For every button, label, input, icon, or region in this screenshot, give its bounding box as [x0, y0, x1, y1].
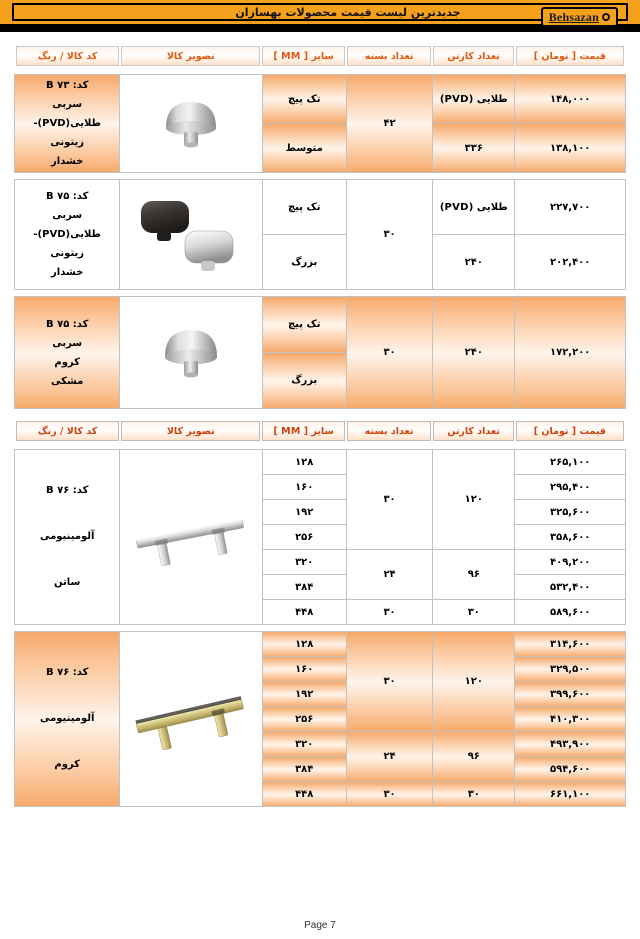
product-color: مشکی: [51, 375, 84, 387]
price-cell: ۲۰۲,۴۰۰: [515, 235, 626, 290]
price-cell: ۲۶۵,۱۰۰: [515, 450, 626, 475]
bar-pull-satin-image: [122, 477, 259, 597]
price-cell: ۱۷۲,۲۰۰: [515, 297, 626, 409]
product-image-cell: [120, 75, 262, 173]
size-cell: ۴۴۸: [262, 600, 346, 625]
product-color: خشدار: [51, 267, 84, 278]
bar-pull-icon: [129, 477, 254, 597]
carton-cell: ۹۶: [433, 550, 515, 600]
carton-cell: ۲۴۰: [433, 297, 515, 409]
size-cell: ۱۲۸: [262, 450, 346, 475]
code-color-cell: [15, 632, 120, 807]
package-cell: ۳۰: [346, 632, 432, 732]
size-cell: ۳۸۴: [262, 575, 346, 600]
product-image-cell: [120, 632, 262, 807]
size-cell: تک پیچ: [262, 297, 346, 353]
size-cell: بزرگ: [262, 353, 346, 409]
code-color-cell: [15, 297, 120, 409]
product-rows-chrome: [15, 632, 626, 807]
product-code: کد: B ۷۶: [46, 667, 89, 678]
product-color: آلومینیومی: [39, 531, 95, 542]
product-color: سربی: [52, 99, 83, 110]
column-header-package: تعداد بسته: [347, 421, 432, 441]
product-code: کد: B ۷۵: [46, 318, 89, 330]
page-header-banner: [0, 0, 640, 32]
column-header-package: تعداد بسته: [347, 46, 432, 66]
price-cell: ۳۵۸,۶۰۰: [515, 525, 626, 550]
carton-cell: ۱۲۰: [433, 632, 515, 732]
page-footer: [0, 920, 640, 931]
size-cell: تک پیچ: [262, 180, 346, 235]
product-color: ساتن: [54, 577, 81, 588]
product-color: خشدار: [51, 156, 84, 167]
product-color: طلایی(PVD)-زیتونی: [33, 118, 101, 148]
size-cell: ۴۴۸: [262, 782, 346, 807]
product-color: سربی: [52, 210, 83, 221]
code-color-cell: [15, 450, 120, 625]
column-header-price: قیمت [ تومان ]: [516, 421, 624, 441]
carton-cell: طلایی (PVD): [433, 180, 515, 235]
round-knob-icon: [145, 315, 237, 391]
carton-cell: ۱۲۰: [433, 450, 515, 550]
package-cell: ۳۰: [346, 297, 432, 409]
page-title: جدیدترین لیست قیمت محصولات بهسازان: [235, 5, 461, 19]
carton-cell: ۳۳۶: [433, 124, 515, 173]
product-image-cell: [120, 450, 262, 625]
package-cell: ۳۰: [346, 180, 432, 290]
size-cell: ۲۵۶: [262, 525, 346, 550]
banner-frame: [12, 3, 628, 24]
product-code: کد: B ۷۵: [46, 191, 89, 202]
product-color: کروم: [54, 759, 80, 770]
size-cell: ۱۲۸: [262, 632, 346, 657]
product-image-cell: [120, 180, 262, 290]
package-cell: ۳۰: [346, 782, 432, 807]
price-cell: ۱۴۸,۰۰۰: [515, 75, 626, 124]
price-cell: ۵۳۲,۴۰۰: [515, 575, 626, 600]
package-cell: ۳۰: [346, 600, 432, 625]
price-cell: ۳۲۵,۶۰۰: [515, 500, 626, 525]
price-cell: ۲۲۷,۷۰۰: [515, 180, 626, 235]
carton-cell: ۳۰: [433, 782, 515, 807]
product-color: کروم: [54, 356, 80, 368]
size-cell: تک پیچ: [262, 75, 346, 124]
size-cell: ۱۹۲: [262, 500, 346, 525]
column-header-carton: تعداد کارتن: [433, 46, 513, 66]
bar-pull-gold-image: [122, 659, 259, 779]
code-color-cell: [15, 180, 120, 290]
size-cell: متوسط: [262, 124, 346, 173]
product-rows-satin: [15, 450, 626, 625]
column-header-code-color: کد کالا / رنگ: [16, 421, 119, 441]
carton-cell: ۹۶: [433, 732, 515, 782]
carton-cell: ۳۰: [433, 600, 515, 625]
square-knob-pair-image: [122, 187, 259, 283]
price-cell: ۱۳۸,۱۰۰: [515, 124, 626, 173]
column-header-size: سایز [ MM ]: [262, 421, 344, 441]
size-cell: ۳۲۰: [262, 732, 346, 757]
round-knob-chrome-image: [122, 315, 259, 391]
round-knob-icon: [146, 88, 236, 160]
table-2-header: [0, 419, 640, 443]
column-header-image: تصویر کالا: [121, 46, 260, 66]
column-header-size: سایز [ MM ]: [262, 46, 344, 66]
package-cell: ۳۰: [346, 450, 432, 550]
circle-mark-icon: [602, 13, 610, 21]
price-cell: ۶۶۱,۱۰۰: [515, 782, 626, 807]
square-knob-pair-icon: [131, 187, 251, 283]
package-cell: ۲۴: [346, 732, 432, 782]
column-header-image: تصویر کالا: [121, 421, 260, 441]
product-color: طلایی(PVD)-زیتونی: [33, 229, 101, 259]
column-header-price: قیمت [ تومان ]: [516, 46, 624, 66]
product-color: سربی: [52, 337, 83, 349]
size-cell: ۲۵۶: [262, 707, 346, 732]
code-color-cell: [15, 75, 120, 173]
product-code: کد: B ۷۳: [46, 80, 89, 91]
carton-cell: ۲۴۰: [433, 235, 515, 290]
page-number-label: Page 7: [304, 920, 336, 931]
price-cell: ۳۹۹,۶۰۰: [515, 682, 626, 707]
product-block-b75-b: [0, 296, 640, 409]
size-cell: ۳۸۴: [262, 757, 346, 782]
size-cell: ۱۶۰: [262, 657, 346, 682]
price-cell: ۴۱۰,۳۰۰: [515, 707, 626, 732]
price-cell: ۵۹۴,۶۰۰: [515, 757, 626, 782]
price-cell: ۲۹۵,۴۰۰: [515, 475, 626, 500]
carton-cell: طلایی (PVD): [433, 75, 515, 124]
product-image-cell: [120, 297, 262, 409]
product-color: آلومینیومی: [39, 713, 95, 724]
table-1-header: [0, 44, 640, 68]
round-knob-satin-image: [122, 88, 259, 160]
bar-pull-icon: [129, 659, 254, 779]
size-cell: ۱۹۲: [262, 682, 346, 707]
price-cell: ۴۰۹,۲۰۰: [515, 550, 626, 575]
product-block-b73: [0, 74, 640, 173]
product-block-b76-chrome: [0, 631, 640, 807]
brand-logo-text: Behsazan: [548, 10, 599, 24]
column-header-carton: تعداد کارتن: [433, 421, 513, 441]
size-cell: ۳۲۰: [262, 550, 346, 575]
price-cell: ۵۸۹,۶۰۰: [515, 600, 626, 625]
product-block-b75-a: [0, 179, 640, 290]
product-code: کد: B ۷۶: [46, 485, 89, 496]
size-cell: ۱۶۰: [262, 475, 346, 500]
package-cell: ۴۲: [346, 75, 432, 173]
price-cell: ۳۲۹,۵۰۰: [515, 657, 626, 682]
price-cell: ۴۹۳,۹۰۰: [515, 732, 626, 757]
price-cell: ۳۱۴,۶۰۰: [515, 632, 626, 657]
size-cell: بزرگ: [262, 235, 346, 290]
product-block-b76-satin: [0, 449, 640, 625]
brand-logo: [541, 7, 618, 27]
package-cell: ۲۴: [346, 550, 432, 600]
column-header-code-color: کد کالا / رنگ: [16, 46, 119, 66]
